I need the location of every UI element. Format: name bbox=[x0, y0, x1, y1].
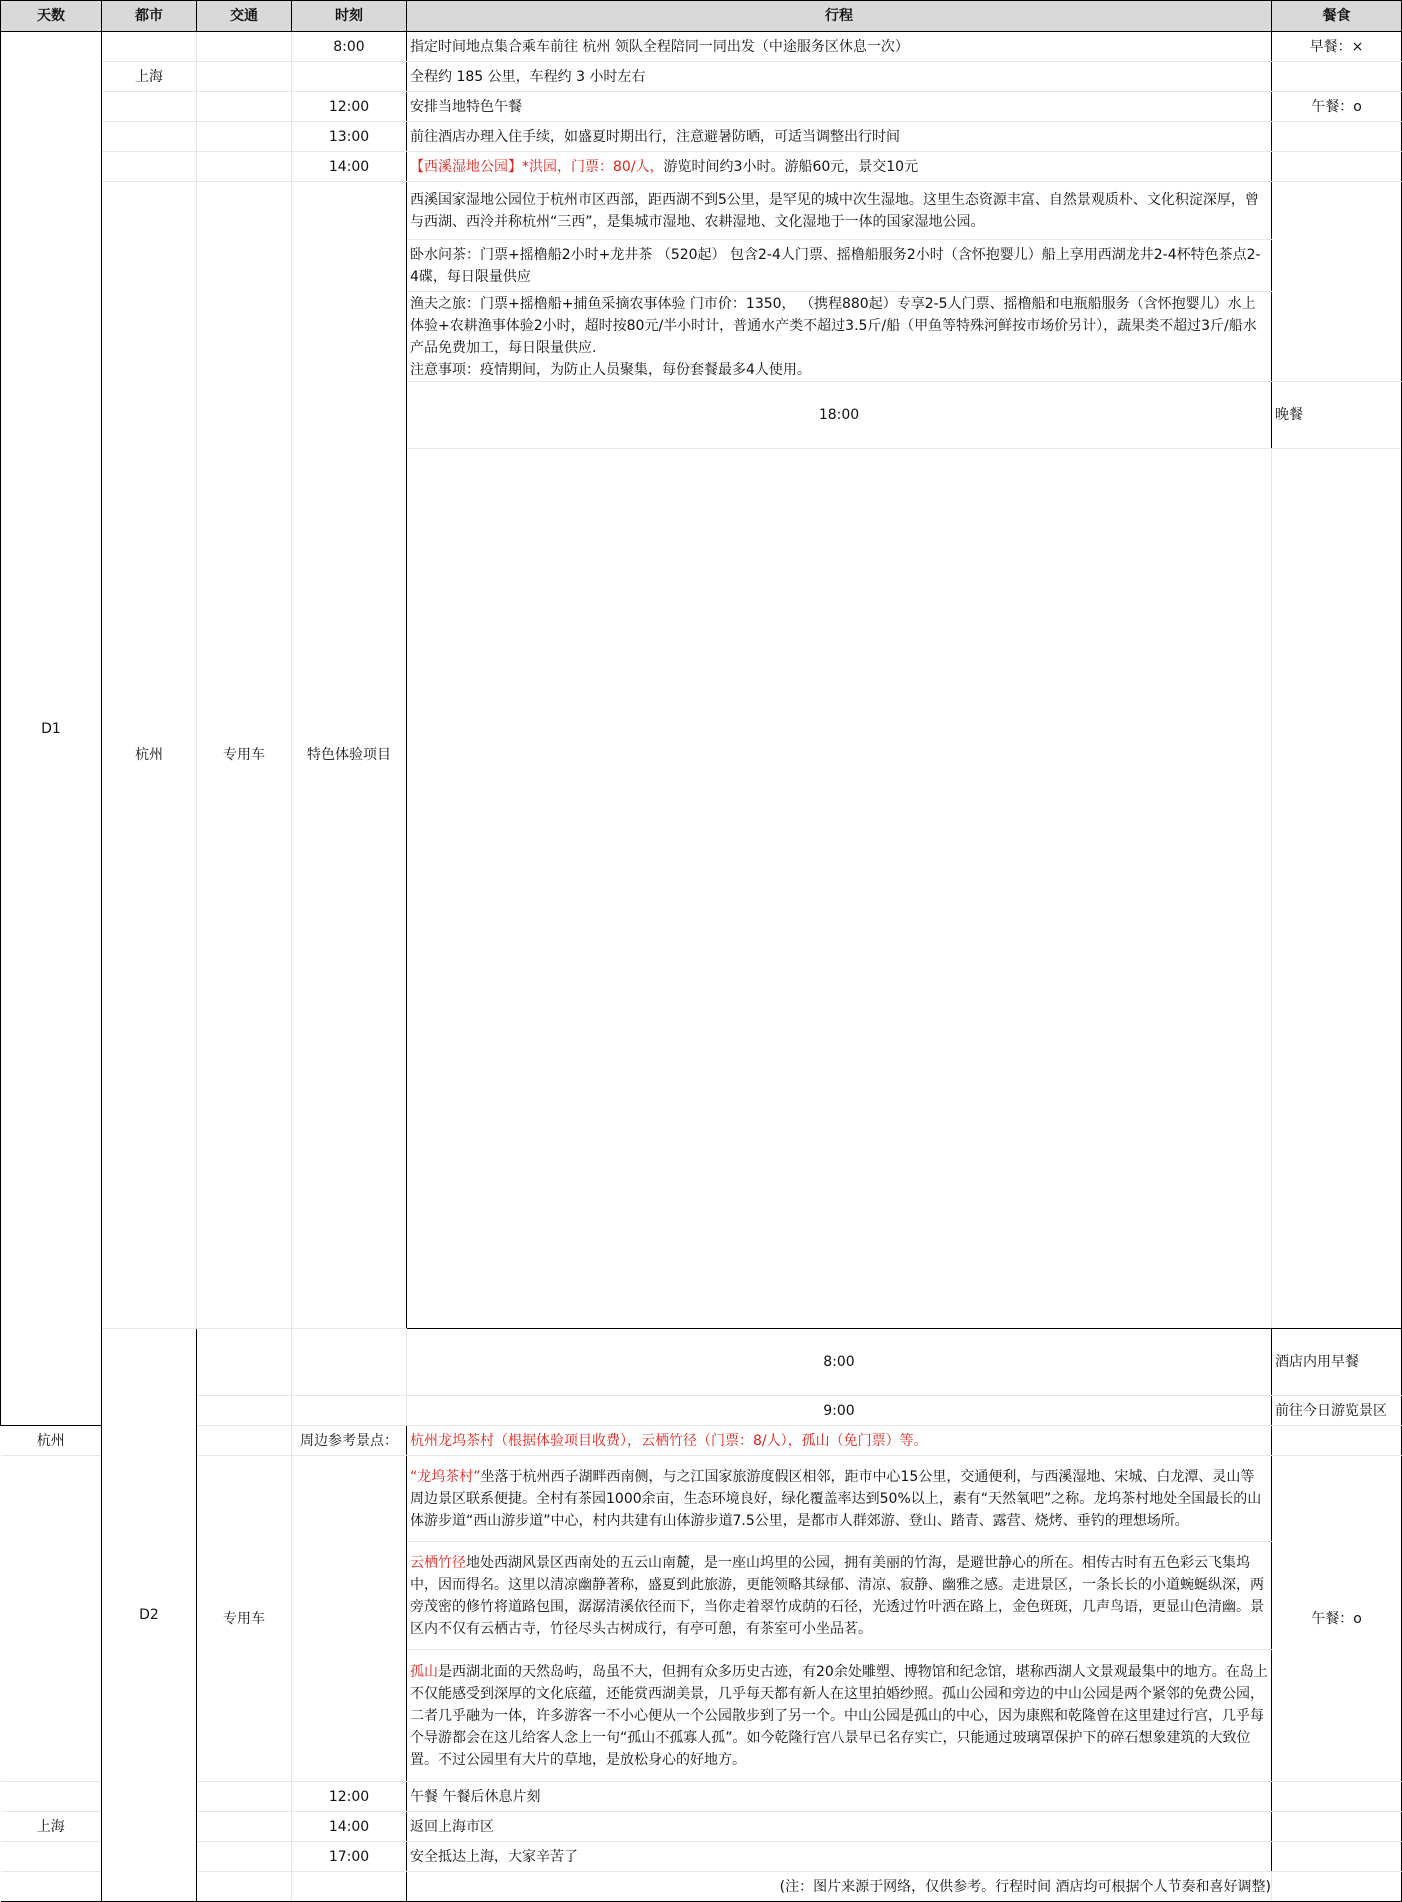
city-cell: 上海 bbox=[102, 62, 197, 92]
transport-cell bbox=[197, 1872, 292, 1902]
meal-cell: 午餐：o bbox=[1272, 1456, 1402, 1782]
note-cell: (注：图片来源于网络，仅供参考。行程时间 酒店均可根据个人节奏和喜好调整) bbox=[407, 1872, 1272, 1902]
city-cell: 杭州 bbox=[102, 182, 197, 1329]
itinerary-cell bbox=[407, 1456, 1272, 1542]
header-itinerary: 行程 bbox=[407, 1, 1272, 32]
time-cell: 周边参考景点： bbox=[292, 1426, 407, 1456]
time-cell: 8:00 bbox=[292, 32, 407, 62]
table-row bbox=[1, 182, 1402, 240]
itinerary-cell: 杭州龙坞茶村（根据体验项目收费），云栖竹径（门票：8/人），孤山（免门票）等。 bbox=[407, 1426, 1272, 1456]
meal-cell bbox=[1272, 182, 1402, 382]
time-cell bbox=[292, 1456, 407, 1782]
itinerary-cell bbox=[407, 1650, 1272, 1782]
table-row bbox=[1, 1396, 1402, 1426]
transport-cell bbox=[197, 1812, 292, 1842]
city-cell: 杭州 bbox=[1, 1426, 102, 1456]
city-cell bbox=[407, 448, 1272, 1329]
itinerary-cell: 前往酒店办理入住手续，如盛夏时期出行，注意避暑防晒，可适当调整出行时间 bbox=[407, 122, 1272, 152]
meal-cell bbox=[1272, 1812, 1402, 1842]
header-city: 都市 bbox=[102, 1, 197, 32]
wetland-text: 游览时间约3小时。游船60元，景交10元 bbox=[663, 158, 919, 175]
time-cell: 8:00 bbox=[407, 1329, 1272, 1396]
transport-cell: 专用车 bbox=[197, 1456, 292, 1782]
city-cell bbox=[102, 32, 197, 62]
city-cell bbox=[1, 1842, 102, 1872]
meal-cell bbox=[1272, 62, 1402, 92]
longwu-title: “龙坞茶村” bbox=[410, 1468, 481, 1485]
transport-cell bbox=[292, 1396, 407, 1426]
time-cell: 9:00 bbox=[407, 1396, 1272, 1426]
header-row bbox=[1, 1, 1402, 32]
table-row bbox=[1, 1782, 1402, 1812]
itinerary-cell: 卧水问茶：门票+摇橹船2小时+龙井茶 （520起） 包含2-4人门票、摇橹船服务2小时（含怀抱婴儿）船上享用西湖龙井2-4杯特色茶点2-4碟，每日限量供应 bbox=[407, 240, 1272, 292]
time-cell: 17:00 bbox=[292, 1842, 407, 1872]
gushan-text: 是西湖北面的天然岛屿，岛虽不大，但拥有众多历史古迹，有20余处雕塑、博物馆和纪念馆，堪称西湖人文景观最集中的地方。在岛上不仅能感受到深厚的文化底蕴，还能赏西湖美景，几乎每天都有新人在这里拍婚纱照。孤山公园和旁边的中山公园是两个紧邻的免费公园，二者几乎融为一体，许多游客一不小心便从一个公园散步到了另一个。中山公园是孤山的中心，因为康熙和乾隆曾在这里建过行宫，几乎每个导游都会在这儿给客人念上一句“孤山不孤寡人孤”。如今乾隆行宫八景早已名存实亡，只能通过玻璃罩保护下的碎石想象建筑的大致位置。不过公园里有大片的草地，是放松身心的好地方。 bbox=[410, 1663, 1268, 1768]
city-cell bbox=[102, 152, 197, 182]
meal-cell bbox=[1272, 1782, 1402, 1812]
table-row bbox=[1, 1812, 1402, 1842]
transport-cell bbox=[197, 1426, 292, 1456]
city-cell bbox=[197, 1396, 292, 1426]
city-cell bbox=[1, 1456, 102, 1782]
transport-cell: 专用车 bbox=[197, 182, 292, 1329]
transport-cell bbox=[197, 1842, 292, 1872]
fishing-package: 渔夫之旅：门票+摇橹船+捕鱼采摘农事体验 门市价：1350， （携程880起）专享2-5人门票、摇橹船和电瓶船服务（含怀抱婴儿）水上体验+农耕渔事体验2小时，超时按80元/半小时计，普通水产类不超过3.5斤/船（甲鱼等特殊河鲜按市场价另计），蔬果类不超过3斤/船水产品免费加工，每日限量供应. bbox=[410, 295, 1257, 356]
time-cell: 14:00 bbox=[292, 152, 407, 182]
yunqi-text: 地处西湖风景区西南处的五云山南麓，是一座山坞里的公园，拥有美丽的竹海，是避世静心的所在。相传古时有五色彩云飞集坞中，因而得名。这里以清凉幽静著称，盛夏到此旅游，更能领略其绿郁、清凉、寂静、幽雅之感。走进景区，一条长长的小道蜿蜒纵深，两旁茂密的修竹将道路包围，潺潺清溪依径而下，当你走着翠竹成荫的石径，光透过竹叶洒在路上，金色斑斑，几声鸟语，更显山色清幽。景区内不仅有云栖古寺，竹径尽头古树成行，有亭可憩，有茶室可小坐品茗。 bbox=[410, 1554, 1264, 1637]
table-row bbox=[1, 62, 1402, 92]
meal-cell: 早餐：× bbox=[1272, 32, 1402, 62]
itinerary-cell: 酒店内用早餐 bbox=[1272, 1329, 1402, 1396]
header-day: 天数 bbox=[1, 1, 102, 32]
time-cell bbox=[292, 1872, 407, 1902]
wetland-highlight: 【西溪湿地公园】*洪园，门票：80/人， bbox=[410, 158, 664, 175]
itinerary-cell: 安排当地特色午餐 bbox=[407, 92, 1272, 122]
table-row bbox=[1, 92, 1402, 122]
transport-cell bbox=[1272, 448, 1402, 1329]
meal-cell: 午餐：o bbox=[1272, 92, 1402, 122]
notice: 注意事项：疫情期间，为防止人员聚集，每份套餐最多4人使用。 bbox=[410, 361, 811, 378]
time-cell: 14:00 bbox=[292, 1812, 407, 1842]
table-row bbox=[1, 1456, 1402, 1542]
transport-cell bbox=[197, 32, 292, 62]
time-cell: 18:00 bbox=[407, 382, 1272, 449]
itinerary-cell: 西溪国家湿地公园位于杭州市区西部，距西湖不到5公里，是罕见的城中次生湿地。这里生态资源丰富、自然景观质朴、文化积淀深厚，曾与西湖、西泠并称杭州“三西”，是集城市湿地、农耕湿地、文化湿地于一体的国家湿地公园。 bbox=[407, 182, 1272, 240]
day-cell-d2: D2 bbox=[102, 1329, 197, 1902]
transport-cell bbox=[197, 62, 292, 92]
city-cell bbox=[1, 1782, 102, 1812]
time-cell: 特色体验项目 bbox=[292, 182, 407, 1329]
header-meal: 餐食 bbox=[1272, 1, 1402, 32]
itinerary-cell: 全程约 185 公里，车程约 3 小时左右 bbox=[407, 62, 1272, 92]
transport-cell bbox=[197, 92, 292, 122]
time-cell: 12:00 bbox=[292, 92, 407, 122]
transport-cell bbox=[197, 122, 292, 152]
itinerary-cell: 前往今日游览景区 bbox=[1272, 1396, 1402, 1426]
gushan-title: 孤山 bbox=[410, 1663, 438, 1680]
table-row bbox=[1, 122, 1402, 152]
itinerary-cell: 晚餐 bbox=[1272, 382, 1402, 449]
itinerary-cell bbox=[407, 152, 1272, 182]
table-row bbox=[1, 1872, 1402, 1902]
time-cell: 12:00 bbox=[292, 1782, 407, 1812]
yunqi-title: 云栖竹径 bbox=[410, 1554, 466, 1571]
itinerary-cell: 指定时间地点集合乘车前往 杭州 领队全程陪同一同出发（中途服务区休息一次） bbox=[407, 32, 1272, 62]
city-cell bbox=[197, 1329, 292, 1396]
header-transport: 交通 bbox=[197, 1, 292, 32]
table-row bbox=[1, 1842, 1402, 1872]
table-row bbox=[1, 1426, 1402, 1456]
itinerary-cell: 午餐 午餐后休息片刻 bbox=[407, 1782, 1272, 1812]
transport-cell bbox=[292, 1329, 407, 1396]
itinerary-cell bbox=[407, 1542, 1272, 1650]
transport-cell bbox=[197, 152, 292, 182]
time-cell: 13:00 bbox=[292, 122, 407, 152]
city-cell bbox=[102, 92, 197, 122]
meal-cell bbox=[1272, 152, 1402, 182]
itinerary-cell: 返回上海市区 bbox=[407, 1812, 1272, 1842]
table-row bbox=[1, 1329, 1402, 1396]
time-cell bbox=[292, 62, 407, 92]
meal-cell bbox=[1272, 1426, 1402, 1456]
table-row bbox=[1, 152, 1402, 182]
meal-cell bbox=[1272, 122, 1402, 152]
itinerary-cell: 安全抵达上海，大家辛苦了 bbox=[407, 1842, 1272, 1872]
itinerary-cell bbox=[407, 292, 1272, 382]
city-cell bbox=[102, 122, 197, 152]
meal-cell bbox=[1272, 1842, 1402, 1872]
city-cell: 上海 bbox=[1, 1812, 102, 1842]
longwu-text: 坐落于杭州西子湖畔西南侧，与之江国家旅游度假区相邻，距市中心15公里，交通便利，与西溪湿地、宋城、白龙潭、灵山等周边景区联系便捷。全村有茶园1000余亩，生态环境良好，绿化覆盖率达到50%以上，素有“天然氧吧”之称。龙坞茶村地处全国最长的山体游步道“西山游步道”中心，村内共建有山体游步道7.5公里，是都市人群郊游、登山、踏青、露营、烧烤、垂钓的理想场所。 bbox=[410, 1468, 1262, 1529]
day-cell-d1: D1 bbox=[1, 32, 102, 1426]
meal-cell bbox=[1272, 1872, 1402, 1902]
city-cell bbox=[1, 1872, 102, 1902]
table-row bbox=[1, 32, 1402, 62]
transport-cell bbox=[197, 1782, 292, 1812]
header-time: 时刻 bbox=[292, 1, 407, 32]
